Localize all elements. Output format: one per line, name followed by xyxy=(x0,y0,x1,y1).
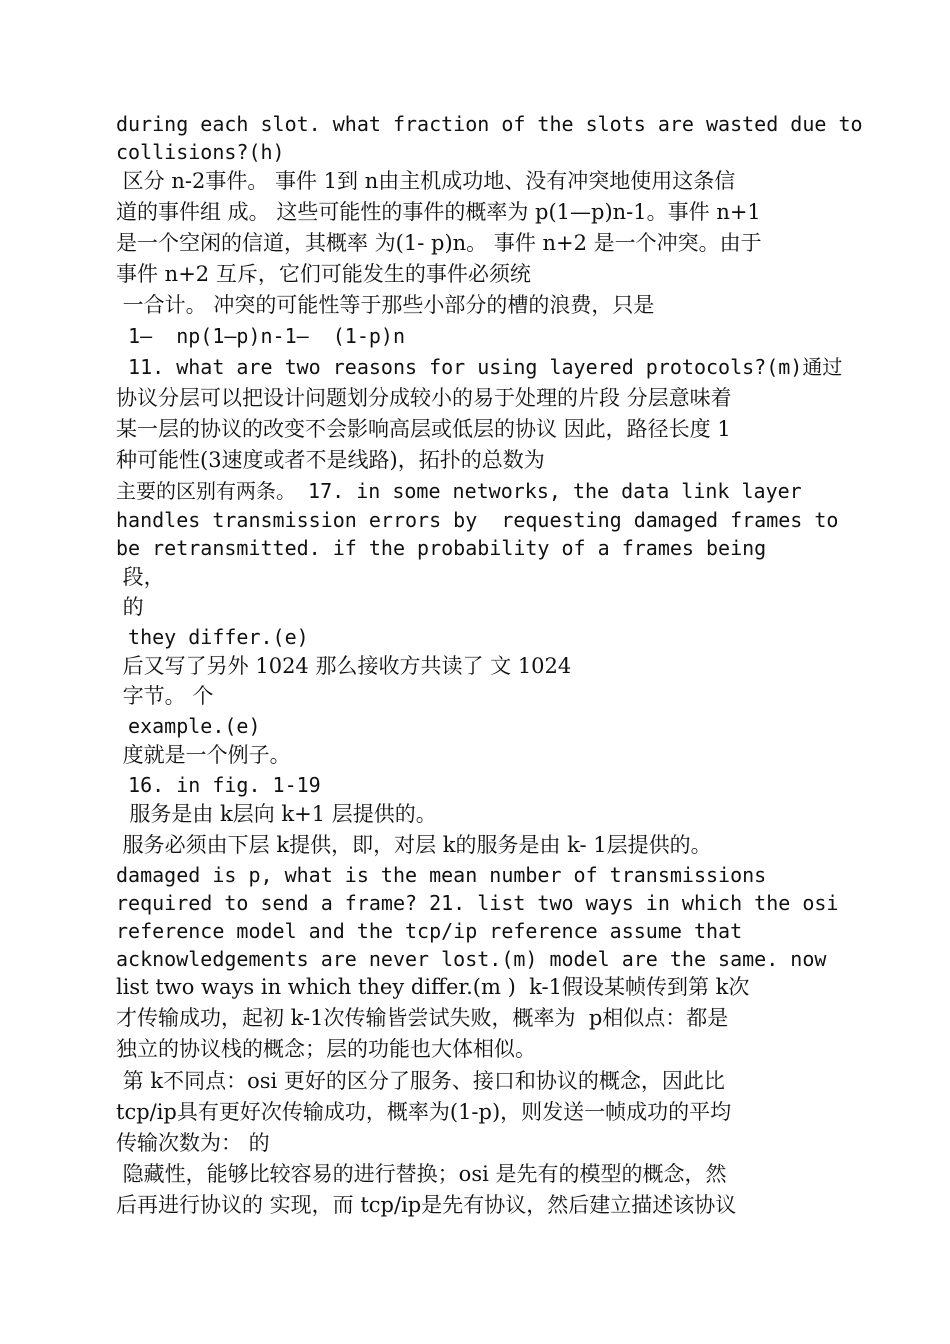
text-line: 主要的区别有两条。 17. in some networks, the data link layer xyxy=(116,479,802,503)
text-line: 后再进行协议的 实现，而 tcp/ip是先有协议，然后建立描述该协议 xyxy=(116,1193,737,1217)
text-line: be retransmitted. if the probability of a frames being xyxy=(116,536,767,560)
text-line: damaged is p, what is the mean number of transmissions xyxy=(116,863,767,887)
text-line: 某一层的协议的改变不会影响高层或低层的协议 因此，路径长度 1 xyxy=(116,417,731,441)
text-line: 传输次数为： 的 xyxy=(116,1131,270,1155)
text-line: handles transmission errors by requesting damaged frames to xyxy=(116,508,839,532)
text-line: 一合计。 冲突的可能性等于那些小部分的槽的浪费，只是 xyxy=(116,293,655,317)
text-line: 字节。 个 xyxy=(116,684,214,708)
text-line: 种可能性(3速度或者不是线路)，拓扑的总数为 xyxy=(116,448,545,472)
text-line: 第 k不同点：osi 更好的区分了服务、接口和协议的概念，因此比 xyxy=(116,1069,725,1093)
text-line: required to send a frame? 21. list two ways in which the osi xyxy=(116,891,839,915)
text-line: 才传输成功，起初 k-1次传输皆尝试失败，概率为 p相似点：都是 xyxy=(116,1006,729,1030)
text-line: acknowledgements are never lost.(m) model are the same. now xyxy=(116,947,827,971)
text-line: 16. in fig. 1-19 xyxy=(116,773,321,797)
text-line: during each slot. what fraction of the slots are wasted due to xyxy=(116,112,863,136)
text-line: 服务必须由下层 k提供，即，对层 k的服务是由 k- 1层提供的。 xyxy=(116,833,712,857)
text-line: collisions?(h) xyxy=(116,140,285,164)
text-line: 协议分层可以把设计问题划分成较小的易于处理的片段 分层意味着 xyxy=(116,386,732,410)
text-line: 后又写了另外 1024 那么接收方共读了 文 1024 xyxy=(116,654,572,678)
text-line: 服务是由 k层向 k+1 层提供的。 xyxy=(116,802,437,826)
text-line: list two ways in which they differ.(m ) k-1假设某帧传到第 k次 xyxy=(116,975,750,999)
text-line: tcp/ip具有更好次传输成功，概率为(1-p)，则发送一帧成功的平均 xyxy=(116,1100,732,1124)
text-line: 的 xyxy=(116,595,144,619)
text-line: 度就是一个例子。 xyxy=(116,743,291,767)
text-line: 是一个空闲的信道，其概率 为(1- p)n。 事件 n+2 是一个冲突。由于 xyxy=(116,231,762,255)
text-line: 隐藏性，能够比较容易的进行替换；osi 是先有的模型的概念，然 xyxy=(116,1162,727,1186)
text-line: 道的事件组 成。 这些可能性的事件的概率为 p(1—p)n-1。事件 n+1 xyxy=(116,200,761,224)
text-line: 独立的协议栈的概念；层的功能也大体相似。 xyxy=(116,1037,536,1061)
text-line: 1— np(1—p)n-1— (1-p)n xyxy=(116,324,405,348)
text-line: 段， xyxy=(116,565,165,589)
text-line: example.(e) xyxy=(116,714,261,738)
text-line: 区分 n-2事件。 事件 1到 n由主机成功地、没有冲突地使用这条信 xyxy=(116,169,736,193)
text-line: 11. what are two reasons for using layered protocols?(m)通过 xyxy=(116,355,843,379)
text-line: they differ.(e) xyxy=(116,625,309,649)
text-line: 事件 n+2 互斥，它们可能发生的事件必须统 xyxy=(116,262,531,286)
text-line: reference model and the tcp/ip reference assume that xyxy=(116,919,743,943)
